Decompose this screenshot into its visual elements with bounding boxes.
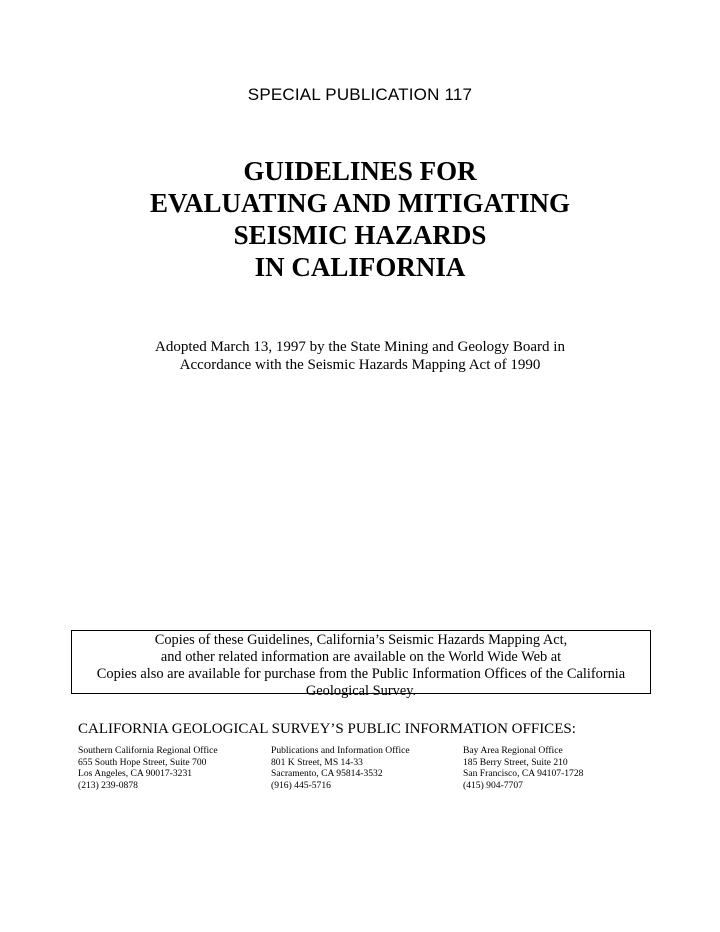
copies-notice-line: Copies also are available for purchase from the Public Information Offices of the California [96,666,626,682]
office-street: 655 South Hope Street, Suite 700 [78,756,207,768]
title-line: GUIDELINES FOR [243,156,477,186]
title-line: SEISMIC HAZARDS [233,220,487,250]
office-street: 801 K Street, MS 14-33 [271,756,363,768]
title-line: IN CALIFORNIA [254,252,466,282]
copies-notice-line: Geological Survey. [305,683,417,699]
document-title [0,155,720,283]
office-phone: (916) 445-5716 [271,779,331,791]
office-name: Southern California Regional Office [78,745,218,756]
office-city: Los Angeles, CA 90017-3231 [78,768,193,779]
adoption-statement [0,338,720,374]
copies-notice-box [71,630,651,699]
office-phone: (213) 239-0878 [78,779,138,791]
title-line: EVALUATING AND MITIGATING [149,188,571,218]
office-city: Sacramento, CA 95814-3532 [271,768,383,779]
office-publications [271,745,410,791]
copies-notice-line: Copies of these Guidelines, California’s Seismic Hazards Mapping Act, [154,632,568,648]
office-bay-area [463,745,583,791]
adoption-line: Accordance with the Seismic Hazards Mapping Act of 1990 [179,357,541,373]
office-name: Bay Area Regional Office [463,745,563,756]
office-name: Publications and Information Office [271,745,410,756]
series-label: SPECIAL PUBLICATION 117 [247,85,473,104]
office-street: 185 Berry Street, Suite 210 [463,756,568,768]
copies-notice-line: and other related information are available on the World Wide Web at [160,649,562,665]
adoption-line: Adopted March 13, 1997 by the State Mining and Geology Board in [155,339,565,355]
office-city: San Francisco, CA 94107-1728 [463,768,584,779]
office-phone: (415) 904-7707 [463,779,523,791]
office-southern-california [78,745,218,791]
offices-heading: CALIFORNIA GEOLOGICAL SURVEY’S PUBLIC INFORMATION OFFICES: [78,721,576,737]
